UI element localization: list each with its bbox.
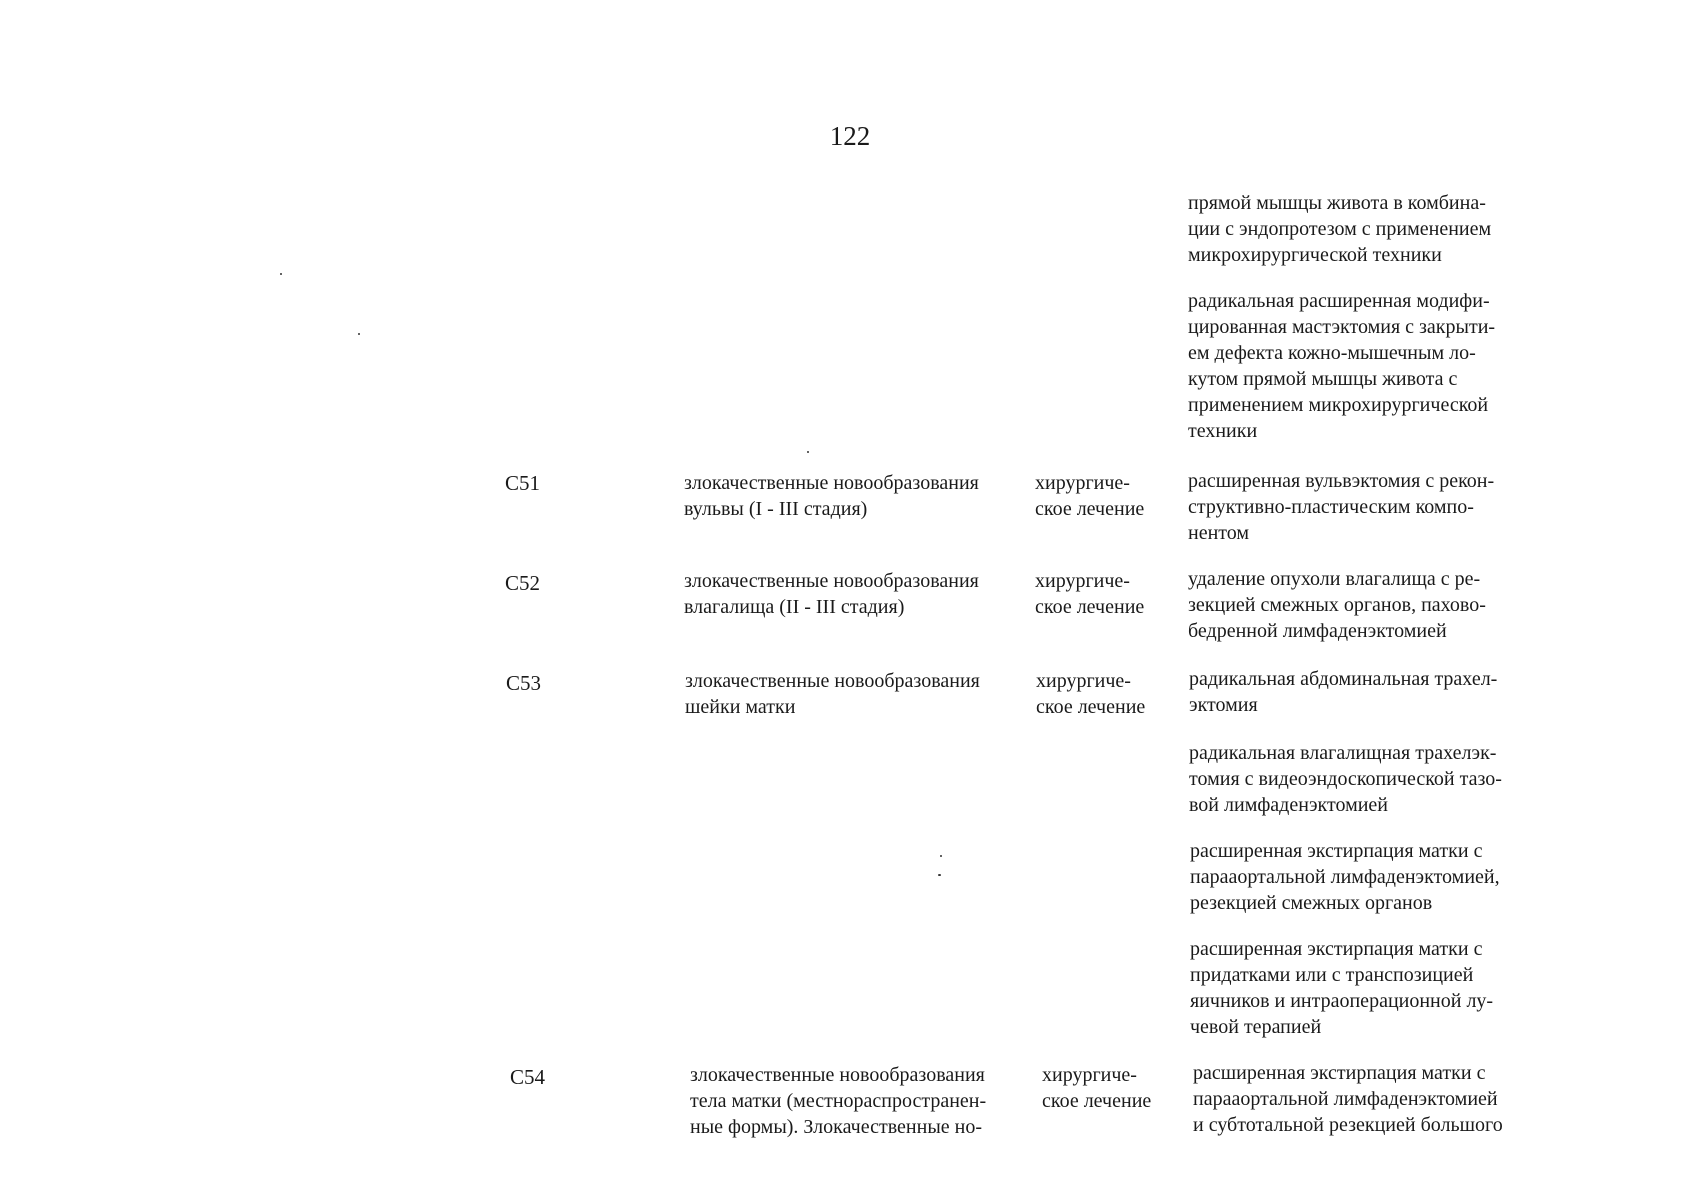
method-line: расширенная экстирпация матки с (1190, 938, 1483, 960)
scan-speck (807, 451, 809, 453)
method-line: эктомия (1189, 694, 1258, 716)
treatment-type-text (1036, 668, 1145, 720)
treatment-type-text (1035, 568, 1144, 620)
diagnosis-line: влагалища (II - III стадия) (684, 596, 905, 618)
diagnosis-line: злокачественные новообразования (690, 1064, 985, 1086)
method-line: ем дефекта кожно-мышечным ло- (1188, 342, 1476, 364)
method-line: томия с видеоэндоскопической тазо- (1189, 768, 1502, 790)
method-line: прямой мышцы живота в комбина- (1188, 192, 1486, 214)
method-line: структивно-пластическим компо- (1188, 496, 1474, 518)
method-text (1190, 838, 1500, 916)
method-line: радикальная абдоминальная трахел- (1189, 668, 1498, 690)
scan-speck (938, 874, 941, 876)
method-text (1188, 288, 1495, 444)
method-line: удаление опухоли влагалища с ре- (1188, 568, 1481, 590)
method-text (1189, 666, 1497, 718)
scan-speck (940, 855, 942, 857)
treatment-type-line: хирургиче- (1035, 472, 1130, 494)
method-line: расширенная экстирпация матки с (1190, 840, 1483, 862)
method-line: вой лимфаденэктомией (1189, 794, 1389, 816)
diagnosis-line: тела матки (местнораспространен- (690, 1090, 987, 1112)
method-line: кутом прямой мышцы живота с (1188, 368, 1458, 390)
method-line: ции с эндопротезом с применением (1188, 218, 1492, 240)
diagnosis-line: вульвы (I - III стадия) (684, 498, 868, 520)
method-line: цированная мастэктомия с закрыти- (1188, 316, 1496, 338)
diagnosis-line: злокачественные новообразования (685, 670, 980, 692)
treatment-type-line: ское лечение (1036, 696, 1146, 718)
method-line: микрохирургической техники (1188, 244, 1442, 266)
diagnosis-line: ные формы). Злокачественные но- (690, 1116, 982, 1138)
method-line: радикальная влагалищная трахелэк- (1189, 742, 1497, 764)
diagnosis-text (690, 1062, 986, 1140)
method-line: парааортальной лимфаденэктомией (1193, 1088, 1498, 1110)
treatment-type-text (1035, 470, 1144, 522)
diagnosis-line: злокачественные новообразования (684, 570, 979, 592)
method-text (1190, 936, 1493, 1040)
method-line: техники (1188, 420, 1258, 442)
method-line: расширенная экстирпация матки с (1193, 1062, 1486, 1084)
method-text (1188, 566, 1486, 644)
page-number: 122 (829, 121, 871, 151)
method-text (1188, 468, 1494, 546)
scan-speck (280, 273, 282, 275)
treatment-type-line: ское лечение (1035, 498, 1145, 520)
method-line: расширенная вульвэктомия с рекон- (1188, 470, 1495, 492)
diagnosis-text (684, 568, 979, 620)
diagnosis-line: злокачественные новообразования (684, 472, 979, 494)
diagnosis-text (684, 470, 979, 522)
method-text (1193, 1060, 1503, 1138)
diagnosis-text (685, 668, 980, 720)
method-line: нентом (1188, 522, 1250, 544)
method-line: яичников и интраоперационной лу- (1190, 990, 1494, 1012)
treatment-type-line: ское лечение (1035, 596, 1145, 618)
treatment-type-text (1042, 1062, 1151, 1114)
icd-code: C53 (506, 671, 542, 695)
method-line: чевой терапией (1190, 1016, 1322, 1038)
method-line: парааортальной лимфаденэктомией, (1190, 866, 1500, 888)
icd-code: C52 (505, 571, 541, 595)
method-line: и субтотальной резекцией большого (1193, 1114, 1503, 1136)
treatment-type-line: хирургиче- (1042, 1064, 1137, 1086)
icd-code: C51 (505, 471, 541, 495)
diagnosis-line: шейки матки (685, 696, 796, 718)
method-line: зекцией смежных органов, пахово- (1188, 594, 1486, 616)
method-text (1188, 190, 1491, 268)
treatment-type-line: хирургиче- (1036, 670, 1131, 692)
method-line: радикальная расширенная модифи- (1188, 290, 1490, 312)
method-line: применением микрохирургической (1188, 394, 1489, 416)
treatment-type-line: ское лечение (1042, 1090, 1152, 1112)
method-line: бедренной лимфаденэктомией (1188, 620, 1447, 642)
method-line: придатками или с транспозицией (1190, 964, 1474, 986)
method-line: резекцией смежных органов (1190, 892, 1433, 914)
icd-code: C54 (510, 1065, 546, 1089)
treatment-type-line: хирургиче- (1035, 570, 1130, 592)
method-text (1189, 740, 1502, 818)
scan-speck (358, 333, 360, 335)
